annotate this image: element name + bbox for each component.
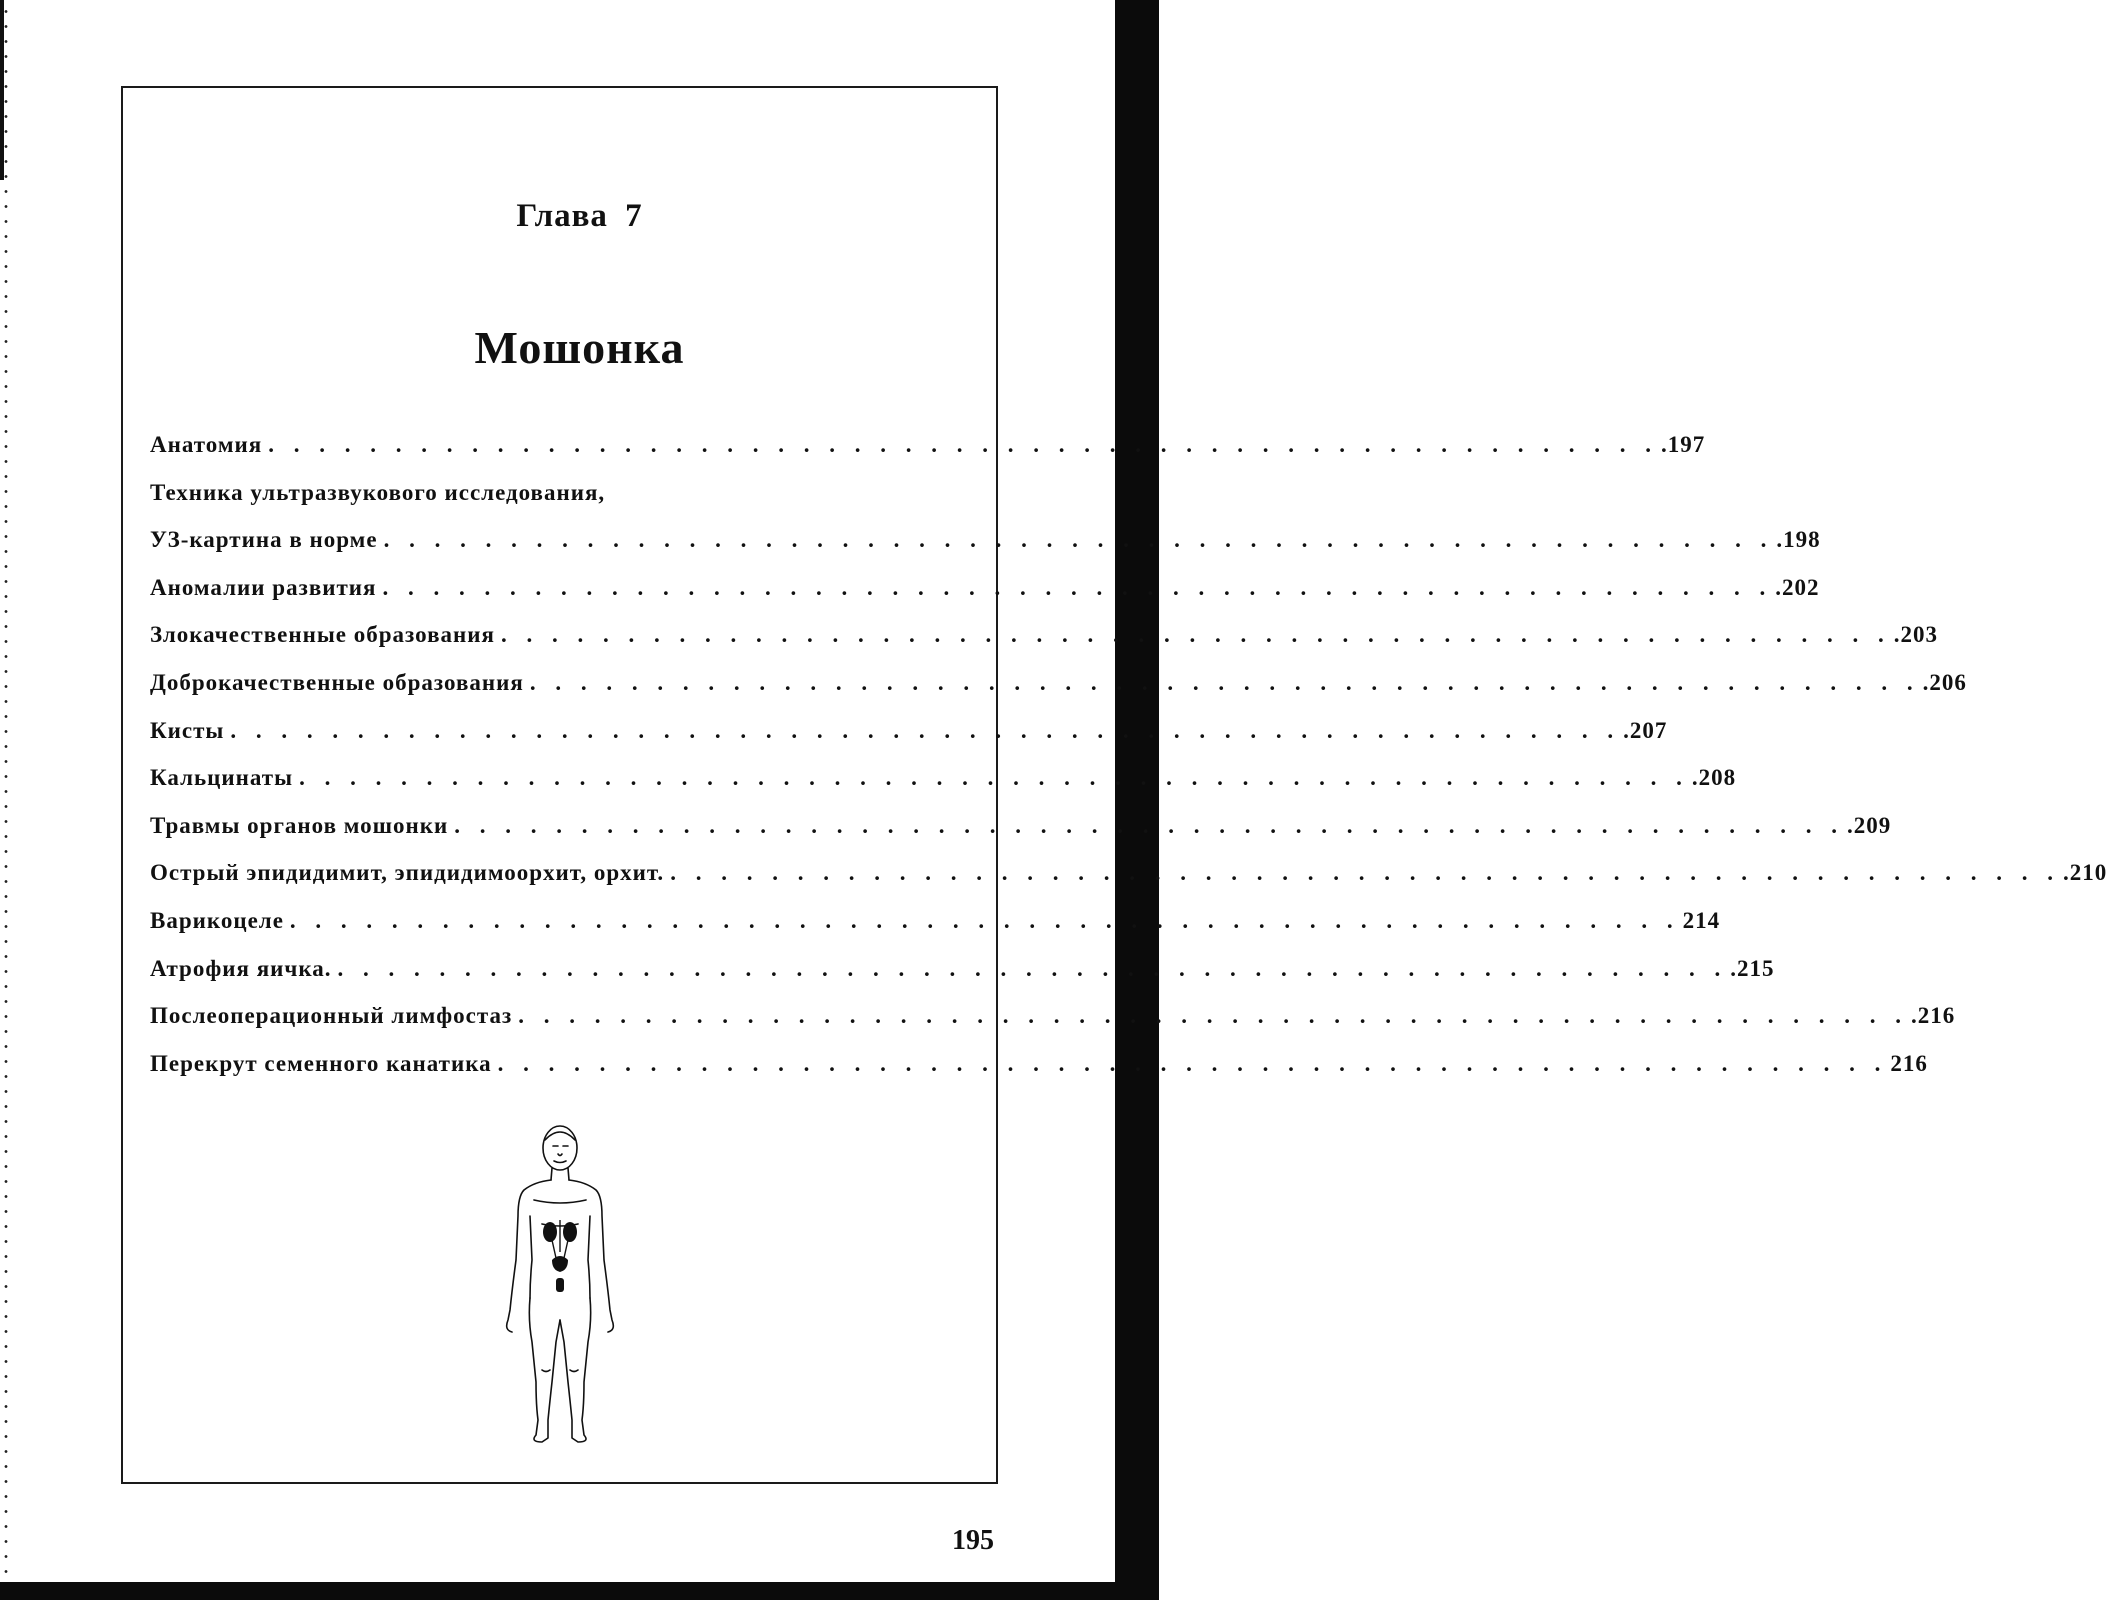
human-body-anatomy-icon — [490, 1120, 630, 1450]
toc-entry-label: Кисты — [150, 717, 225, 743]
chapter-title: Мошонка — [474, 322, 685, 373]
binding-edge — [0, 0, 12, 1585]
toc-entry-label: Доброкачественные образования — [150, 669, 524, 695]
toc-leader: . . . . . . . . . . . . . . . . . . . . . . . . . . . . . . . . . . . . . . . . . . . . . . . . . . . . . . . — [289, 907, 1680, 933]
toc-leader: . . . . . . . . . . . . . . . . . . . . . . . . . . . . . . . . . . . . . . . . . . . . . . . . . . . . . . . — [670, 860, 2060, 886]
toc-entry-page: 214 — [1682, 907, 1721, 933]
toc-entry-label: Перекрут семенного канатика — [150, 1050, 492, 1076]
toc-entry-page: .209 — [1847, 812, 1892, 838]
toc-entry-label: Послеоперационный лимфостаз — [150, 1003, 513, 1029]
chapter-label: Глава 7 — [516, 198, 643, 234]
toc-leader: . . . . . . . . . . . . . . . . . . . . . . . . . . . . . . . . . . . . . . . . . . . . . . . . . . . . . . . — [337, 955, 1728, 981]
toc-leader: . . . . . . . . . . . . . . . . . . . . . . . . . . . . . . . . . . . . . . . . . . . . . . . . . . . . . . . — [382, 574, 1773, 600]
toc-leader: . . . . . . . . . . . . . . . . . . . . . . . . . . . . . . . . . . . . . . . . . . . . . . . . . . . . . . . — [299, 765, 1689, 791]
toc-entry[interactable] — [150, 955, 1775, 1004]
toc-leader: . . . . . . . . . . . . . . . . . . . . . . . . . . . . . . . . . . . . . . . . . . . . . . . . . . . . . . . — [268, 432, 1658, 457]
toc-entry-label: Травмы органов мошонки — [150, 812, 449, 838]
toc-entry-page: .203 — [1893, 622, 1938, 648]
toc-entry-page: .206 — [1922, 669, 1967, 695]
toc-entry[interactable] — [150, 812, 1892, 861]
toc-entry[interactable] — [150, 669, 1967, 718]
toc-entry[interactable] — [150, 432, 1706, 480]
toc-entry-label: Острый эпидидимит, эпидидимоорхит, орхит. — [150, 860, 665, 886]
toc-entry-page: .210 — [2062, 860, 2107, 886]
toc-entry[interactable] — [150, 527, 1821, 575]
binding-edge-top — [0, 0, 4, 180]
toc-entry-page: .197 — [1660, 432, 1706, 457]
toc-entry-page: .207 — [1623, 717, 1668, 743]
toc-entry-label: УЗ-картина в норме — [150, 527, 378, 553]
toc-entry-label: Аномалии развития — [150, 574, 377, 600]
toc-entry-label: Кальцинаты — [150, 765, 294, 791]
toc-leader: . . . . . . . . . . . . . . . . . . . . . . . . . . . . . . . . . . . . . . . . . . . . . . . . . . . . . . . — [500, 622, 1891, 648]
table-of-contents — [150, 432, 2107, 1098]
toc-entry[interactable] — [150, 1050, 1928, 1099]
scan-border-right — [1115, 0, 1159, 1600]
toc-entry[interactable] — [150, 1003, 1956, 1051]
toc-entry-page: .198 — [1776, 527, 1821, 553]
toc-leader: . . . . . . . . . . . . . . . . . . . . . . . . . . . . . . . . . . . . . . . . . . . . . . . . . . . . . . . — [518, 1003, 1908, 1029]
toc-entry-label: Анатомия — [150, 432, 263, 457]
toc-leader: . . . . . . . . . . . . . . . . . . . . . . . . . . . . . . . . . . . . . . . . . . . . . . . . . . . . . . . — [529, 669, 1920, 695]
toc-entry-label: Атрофия яичка. — [150, 955, 332, 981]
toc-entry-page: .202 — [1775, 574, 1820, 600]
toc-entry-label: Варикоцеле — [150, 907, 284, 933]
toc-leader: . . . . . . . . . . . . . . . . . . . . . . . . . . . . . . . . . . . . . . . . . . . . . . . . . . . . . . . — [454, 812, 1845, 838]
toc-entry[interactable] — [150, 860, 2107, 908]
toc-entry-label: Злокачественные образования — [150, 622, 495, 648]
toc-entry[interactable] — [150, 622, 1938, 670]
toc-entry[interactable] — [150, 717, 1668, 766]
toc-entry[interactable] — [150, 480, 985, 528]
toc-entry-label: Техника ультразвукового исследования, — [150, 479, 606, 505]
toc-entry-page: .216 — [1910, 1003, 1956, 1029]
toc-entry[interactable] — [150, 907, 1721, 956]
toc-leader: . . . . . . . . . . . . . . . . . . . . . . . . . . . . . . . . . . . . . . . . . . . . . . . . . . . . . . . — [383, 527, 1774, 553]
toc-entry-page: .208 — [1691, 765, 1737, 791]
toc-leader: . . . . . . . . . . . . . . . . . . . . . . . . . . . . . . . . . . . . . . . . . . . . . . . . . . . . . . . — [230, 717, 1621, 743]
toc-leader: . . . . . . . . . . . . . . . . . . . . . . . . . . . . . . . . . . . . . . . . . . . . . . . . . . . . . . . — [497, 1050, 1888, 1076]
toc-entry[interactable] — [150, 765, 1737, 813]
toc-entry[interactable] — [150, 574, 1820, 623]
toc-entry-page: 216 — [1890, 1050, 1928, 1076]
toc-entry-page: .215 — [1730, 955, 1775, 981]
scan-border-bottom — [0, 1582, 1159, 1600]
page-number: 195 — [952, 1525, 994, 1556]
